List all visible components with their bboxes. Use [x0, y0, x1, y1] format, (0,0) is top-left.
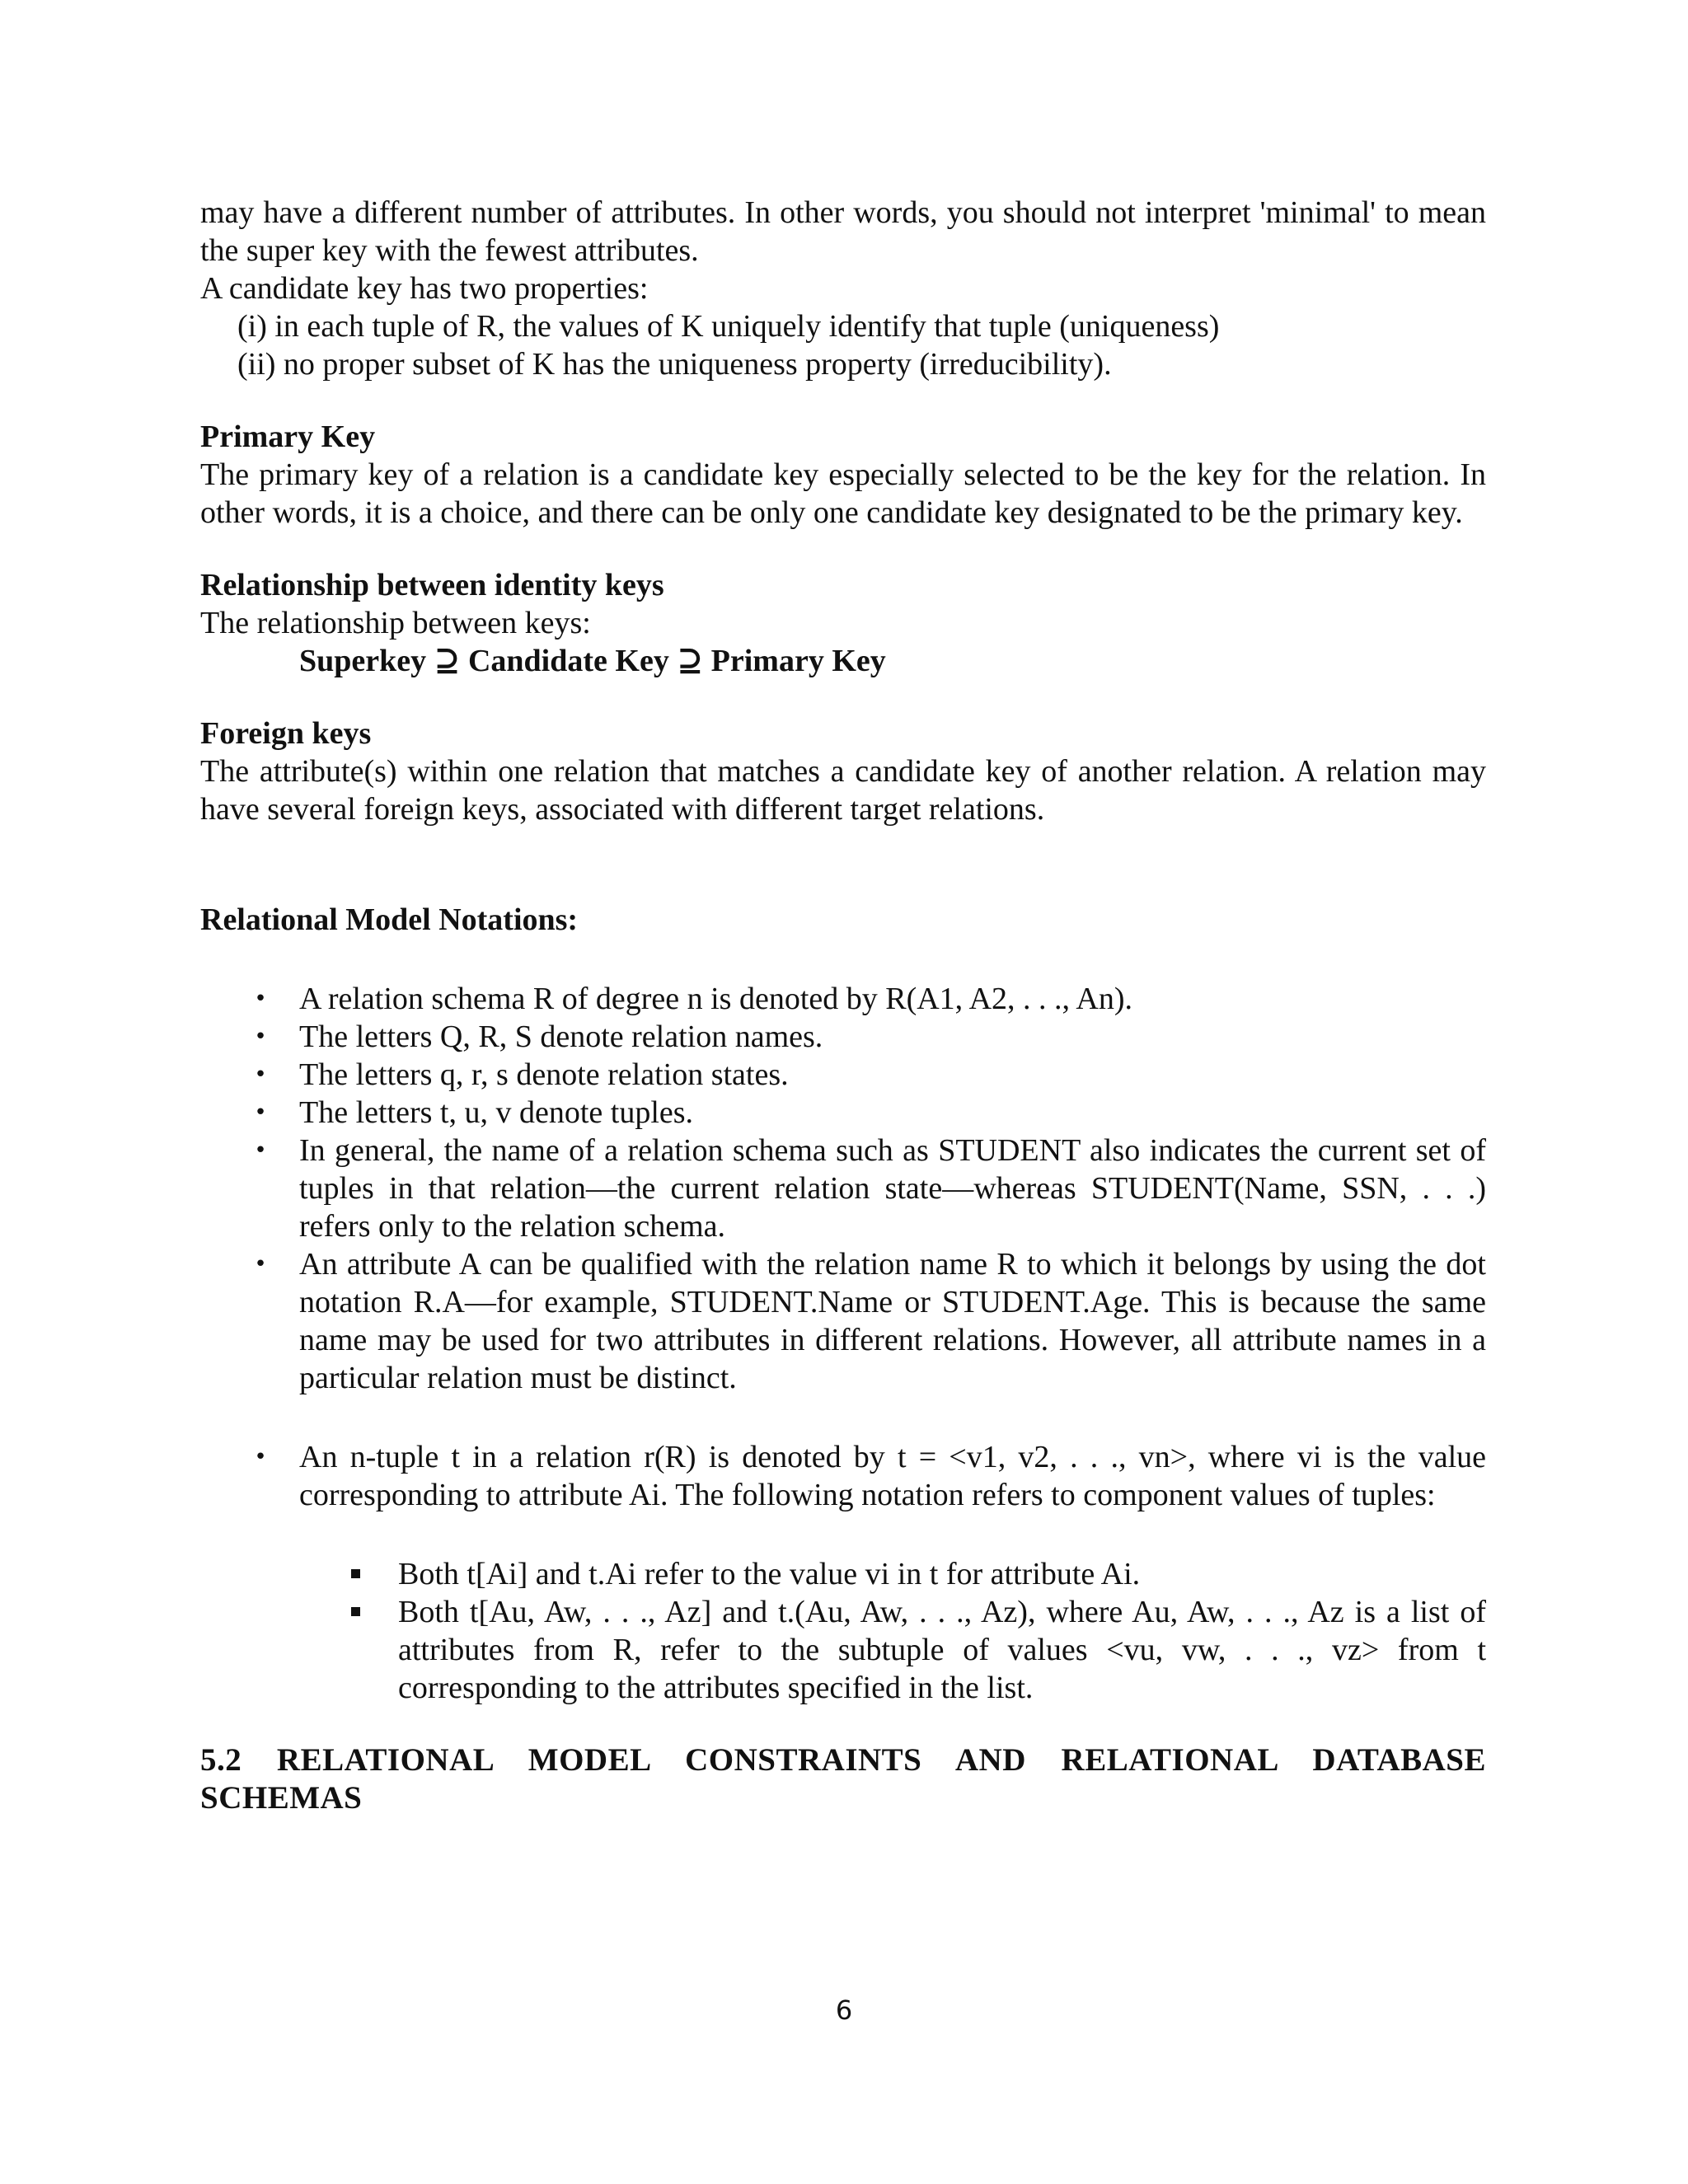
candidate-key-intro: A candidate key has two properties:: [200, 271, 649, 306]
foreign-keys-heading: Foreign keys: [200, 716, 372, 751]
spacer: [200, 1514, 1486, 1555]
list-item: [200, 1132, 1486, 1245]
spacer: [200, 939, 1486, 980]
list-item: [200, 980, 1486, 1018]
intro-paragraph: may have a different number of attributes. In other words, you should not interpret 'minimal' to mean the super key with the fewest attributes.: [200, 195, 1486, 268]
foreign-keys-paragraph: The attribute(s) within one relation that matches a candidate key of another relation. A relation may have several foreign keys, associated with different target relations.: [200, 754, 1486, 827]
list-item: [200, 1245, 1486, 1397]
list-item-text: The letters t, u, v denote tuples.: [299, 1095, 694, 1130]
page-content: [200, 194, 1486, 1817]
relationship-paragraph: The relationship between keys:: [200, 606, 591, 640]
list-item-text: The letters Q, R, S denote relation names.: [299, 1019, 823, 1054]
list-item-text: An n-tuple t in a relation r(R) is denoted by t = <v1, v2, . . ., vn>, where vi is the value corresponding to attribute Ai. The following notation refers to component values of tuples:: [299, 1440, 1486, 1512]
spacer: [200, 383, 1486, 418]
relationship-heading: Relationship between identity keys: [200, 568, 664, 602]
list-item-text: The letters q, r, s denote relation states.: [299, 1057, 789, 1092]
key-relationship-formula: Superkey ⊇ Candidate Key ⊇ Primary Key: [299, 644, 886, 678]
bullet-icon: •: [254, 1062, 267, 1087]
bullet-icon: •: [254, 1252, 267, 1277]
list-item: [200, 1056, 1486, 1094]
primary-key-heading: Primary Key: [200, 419, 376, 454]
sub-list-item: [200, 1555, 1486, 1593]
list-item: [200, 1094, 1486, 1132]
list-item-text: An attribute A can be qualified with the relation name R to which it belongs by using the dot notation R.A—for example, STUDENT.Name or STUDENT.Age. This is because the same name may be used for two attributes in different relations. However, all attribute names in a particular relation must be distinct.: [299, 1247, 1486, 1395]
bullet-icon: •: [254, 1024, 267, 1049]
property-item: (i) in each tuple of R, the values of K uniquely identify that tuple (uniqueness): [237, 309, 1220, 344]
page-number: 6: [835, 1994, 853, 2026]
list-item: [200, 1438, 1486, 1514]
spacer: [200, 1397, 1486, 1438]
bullet-icon: •: [254, 1445, 267, 1469]
bullet-icon: •: [254, 1138, 267, 1163]
square-bullet-icon: [351, 1607, 360, 1616]
notations-list: [200, 980, 1486, 1397]
sub-list-item: [200, 1593, 1486, 1707]
square-bullet-icon: [351, 1569, 360, 1578]
sub-list-item-text: Both t[Au, Aw, . . ., Az] and t.(Au, Aw, . . ., Az), where Au, Aw, . . ., Az is a list of attributes from R, refer to the subtuple of values <vu, vw, . . ., vz> from t corresponding to the attributes specified in the list.: [398, 1595, 1486, 1705]
notations-list-continued: [200, 1438, 1486, 1514]
list-item-text: In general, the name of a relation schema such as STUDENT also indicates the current set of tuples in that relation—the current relation state—whereas STUDENT(Name, SSN, . . .) refers only to the relation schema.: [299, 1133, 1486, 1244]
spacer: [200, 1707, 1486, 1741]
spacer: [200, 680, 1486, 715]
list-item-text: A relation schema R of degree n is denoted by R(A1, A2, . . ., An).: [299, 982, 1133, 1016]
sub-list-item-text: Both t[Ai] and t.Ai refer to the value vi in t for attribute Ai.: [398, 1557, 1141, 1591]
bullet-icon: •: [254, 987, 267, 1011]
spacer: [200, 532, 1486, 566]
bullet-icon: •: [254, 1100, 267, 1125]
candidate-key-properties: [200, 307, 1486, 383]
primary-key-paragraph: The primary key of a relation is a candidate key especially selected to be the key for the relation. In other words, it is a choice, and there can be only one candidate key designated to be the primary key.: [200, 457, 1486, 530]
notations-heading: Relational Model Notations:: [200, 902, 579, 937]
spacer: [200, 828, 1486, 901]
list-item: [200, 1018, 1486, 1056]
tuple-notation-list: [200, 1555, 1486, 1707]
property-item: (ii) no proper subset of K has the uniqueness property (irreducibility).: [237, 347, 1112, 382]
section-heading: 5.2 RELATIONAL MODEL CONSTRAINTS AND RELATIONAL DATABASE SCHEMAS: [200, 1742, 1486, 1816]
